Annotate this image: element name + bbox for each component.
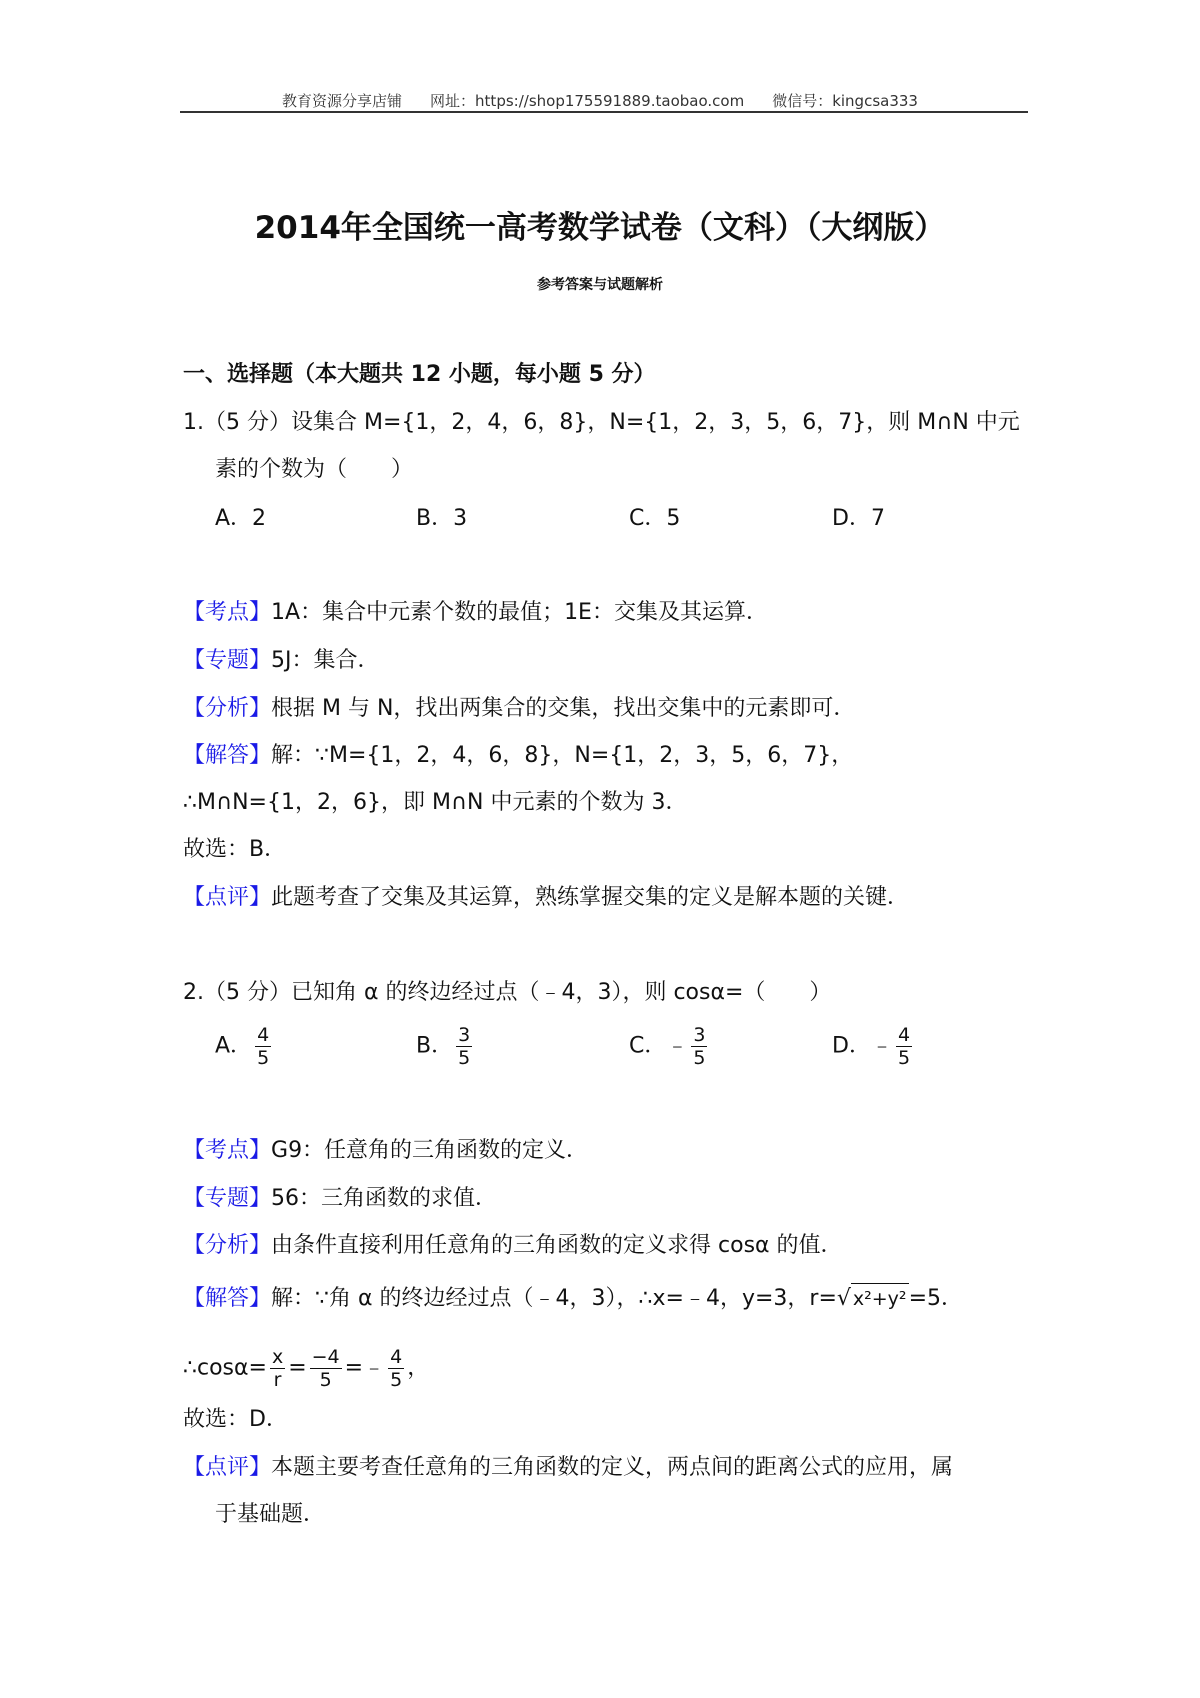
label: B． [416,1033,454,1059]
page-title: 2014年全国统一高考数学试卷（文科）（大纲版） [254,210,946,246]
label: C． [629,1033,667,1059]
shop-url: 网址：https://shop175591889.taobao.com [430,92,745,110]
sign: ﹣ [666,1033,689,1059]
text: ∴cosα= [183,1355,267,1381]
fraction [388,1346,404,1391]
q1-option-a: A．2 [215,506,267,531]
fraction [456,1024,472,1069]
q1-option-c: C．5 [629,506,681,531]
q1-dianping [183,883,909,913]
tag-label: 【点评】 [183,885,272,910]
text: 本题主要考查任意角的三角函数的定义，两点间的距离公式的应用，属 [271,1455,954,1480]
q2-stem: 2.（5 分）已知角 α 的终边经过点（﹣4，3），则 cosα=（ ） [183,980,832,1005]
den: 5 [257,1047,270,1069]
tag-label: 【考点】 [183,600,272,625]
label: D． [832,1033,871,1059]
section-heading: 一、选择题（本大题共 12 小题，每小题 5 分） [183,362,656,387]
label: A． [215,1033,253,1059]
text: 解：∵角 α 的终边经过点（﹣4，3），∴x=﹣4，y=3，r= [271,1286,837,1311]
tag-label: 【专题】 [183,1186,272,1211]
text: 1A：集合中元素个数的最值；1E：交集及其运算． [271,600,768,625]
q1-fenxi [183,694,855,724]
q2-kaodian [183,1136,588,1166]
text: =5． [908,1286,963,1311]
q1-jieda-2: ∴M∩N={1，2，6}，即 M∩N 中元素的个数为 3． [183,790,688,815]
q2-jieda: 【解答】解：∵角 α 的终边经过点（﹣4，3），∴x=﹣4，y=3，r=√ x²+y²=5． [183,1283,963,1314]
text: 56：三角函数的求值． [271,1186,498,1211]
q1-zhuanti [183,646,380,676]
header-rule [180,111,1028,113]
text: 解：∵M={1，2，4，6，8}，N={1，2，3，5，6，7}， [271,743,854,768]
q2-dianping [183,1453,953,1483]
q1-option-b: B．3 [416,506,468,531]
q2-option-b [416,1024,475,1069]
tag-label: 【点评】 [183,1455,272,1480]
fraction [691,1024,707,1069]
num: 3 [458,1024,471,1046]
q1-stem-cont: 素的个数为（ ） [215,457,414,482]
q2-option-c [629,1024,710,1069]
den: 5 [390,1369,403,1391]
tag-label: 【专题】 [183,648,272,673]
q2-answer: 故选：D． [183,1407,288,1432]
num: −4 [311,1346,340,1368]
fraction [896,1024,912,1069]
num: 4 [390,1346,403,1368]
wechat-id: 微信号：kingcsa333 [772,92,918,110]
text: 根据 M 与 N，找出两集合的交集，找出交集中的元素即可． [271,696,856,721]
den: r [273,1369,282,1391]
q2-dianping-cont: 于基础题． [215,1502,326,1527]
page-subtitle: 参考答案与试题解析 [537,277,663,293]
tag-label: 【解答】 [183,743,272,768]
den: 5 [897,1047,911,1069]
text: 5J：集合． [271,648,380,673]
num: x [271,1346,284,1368]
den: 5 [319,1369,332,1391]
q2-option-d [832,1024,915,1069]
tag-label: 【分析】 [183,696,272,721]
q2-option-a [215,1024,274,1069]
q1-option-d: D．7 [832,506,885,531]
q2-fenxi [183,1231,843,1261]
tag-label: 【分析】 [183,1233,272,1258]
shop-name: 教育资源分享店铺 [282,92,403,110]
num: 4 [257,1024,270,1046]
fraction [310,1346,342,1391]
q1-kaodian [183,598,768,628]
fraction [255,1024,271,1069]
tag-label: 【解答】 [183,1286,272,1311]
num: 4 [897,1024,911,1046]
sqrt-expression: x²+y² [851,1283,909,1314]
text: 由条件直接利用任意角的三角函数的定义求得 cosα 的值． [271,1233,843,1258]
num: 3 [693,1024,706,1046]
text: G9：任意角的三角函数的定义． [271,1138,589,1163]
q2-cos-calc: ∴cosα= $\frac{x}{r}$ = $\frac{-4}{5}$ =﹣ $\frac{4}{5}$ ， [183,1346,430,1391]
tag-label: 【考点】 [183,1138,272,1163]
q1-answer: 故选：B． [183,837,287,862]
fraction [270,1346,285,1391]
text: 此题考查了交集及其运算，熟练掌握交集的定义是解本题的关键． [271,885,910,910]
text: =﹣ [344,1355,386,1381]
den: 5 [693,1047,706,1069]
q2-zhuanti [183,1184,497,1214]
text: ， [407,1355,430,1381]
sign: ﹣ [870,1033,893,1059]
den: 5 [458,1047,471,1069]
q1-stem: 1.（5 分）设集合 M={1，2，4，6，8}，N={1，2，3，5，6，7}，则 M∩N 中元 [183,410,1020,435]
q1-jieda [183,741,853,771]
